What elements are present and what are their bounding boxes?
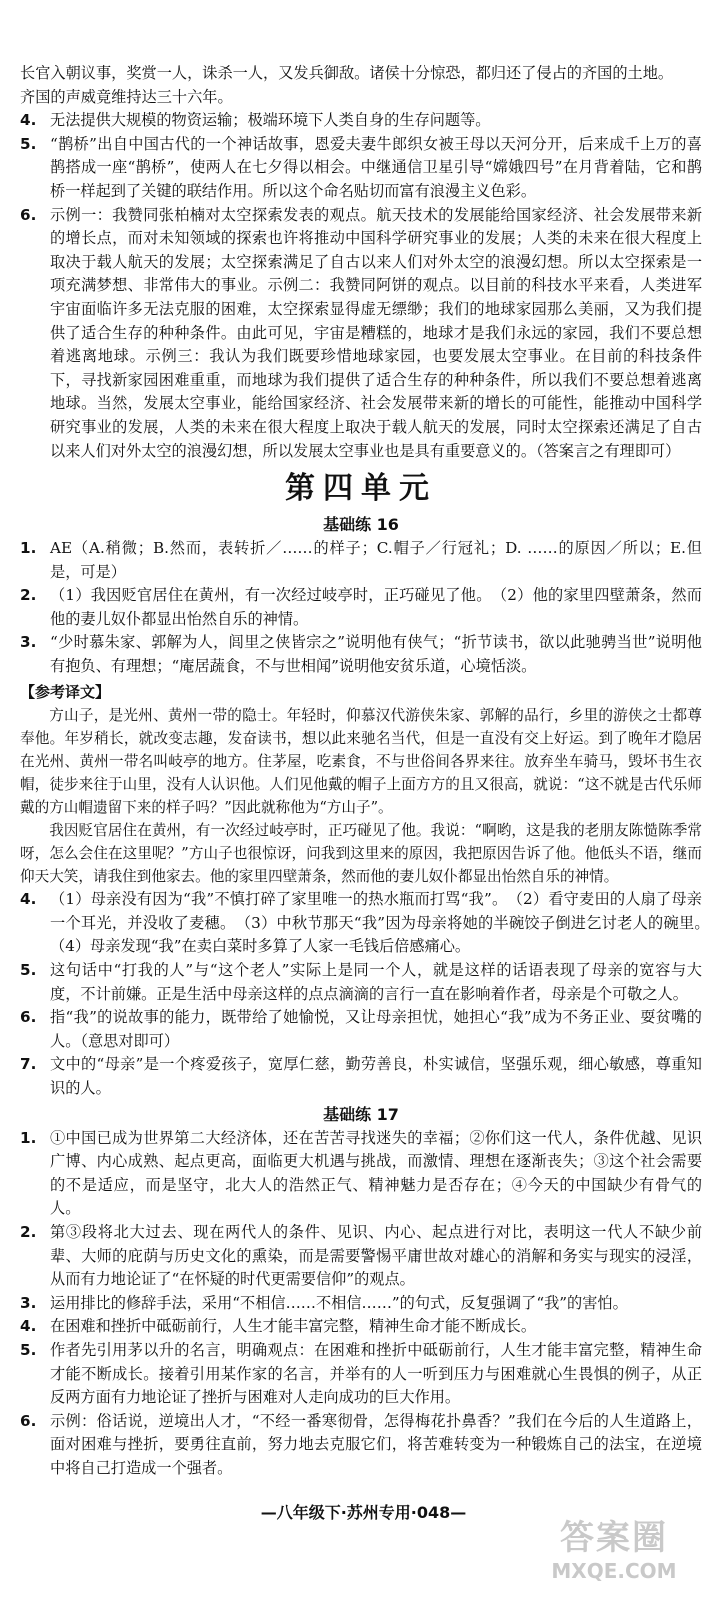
item-number: 7.: [20, 1055, 37, 1074]
reference-translation-label: 【参考译文】: [20, 682, 111, 701]
unit-title: 第四单元: [285, 471, 437, 507]
answer-item: [20, 204, 702, 464]
item-text: （1）母亲没有因为“我”不慎打碎了家里唯一的热水瓶而打骂“我”。 （2）看守麦田的人扇了母亲一个耳光，并没收了麦穗。 （3）中秋节那天“我”因为母亲将她的半碗饺子倒进乞讨老人的碗里。 （4）母亲发现“我”在卖白菜时多算了人家一毛钱后倍感痛心。: [50, 890, 718, 956]
item-text: 第③段将北大过去、现在两代人的条件、见识、内心、起点进行对比，表明这一代人不缺少前辈、大师的庇荫与历史文化的熏染，而是需要警惕平庸世故对雄心的消解和务实与现实的浸淫，从而有力地论证了“在怀疑的时代更需要信仰”的观点。: [50, 1222, 702, 1289]
translation-paragraph: 方山子，是光州、黄州一带的隐士。年轻时，仰慕汉代游侠朱家、郭解的品行，乡里的游侠之士都尊奉他。年岁稍长，就改变志趣，发奋读书，想以此来驰名当代，但是一直没有交上好运。到了晚年才隐居在光州、黄州一带名叫岐亭的地方。住茅屋，吃素食，不与世俗间各界来往。放弃坐车骑马，毁坏书生衣帽，徒步来往于山里，没有人认识他。人们见他戴的帽子上面方方的且又很高，就说：“这不就是古代乐师戴的方山帽遗留下来的样子吗？”因此就称他为“方山子”。: [20, 707, 702, 817]
item-text: AE（A.稍微；B.然而，表转折／……的样子；C.帽子／行冠礼；D. ……的原因／所以；E.但是，可是）: [50, 539, 702, 581]
item-text: 示例一：我赞同张柏楠对太空探索发表的观点。航天技术的发展能给国家经济、社会发展带来新的增长点，而对未知领域的探索也许将推动中国科学研究事业的发展；人类的未来在很大程度上取决于载人航天的发展；太空探索满足了自古以来人们对外太空的浪漫幻想。所以太空探索是一项充满梦想、非常伟大的事业。示例二：我赞同阿饼的观点。以目前的科技水平来看，人类进军宇宙面临许多无法克服的困难，太空探索显得虚无缥缈；我们的地球家园那么美丽，又为我们提供了适合生存的种种条件。由此可见，宇宙是糟糕的，地球才是我们永远的家园，我们不要总想着逃离地球。示例三：我认为我们既要珍惜地球家园，也要发展太空事业。在目前的科技条件下，寻找新家园困难重重，而地球为我们提供了适合生存的种种条件，所以我们不要总想着逃离地球。当然，发展太空事业，能给国家经济、社会发展带来新的增长的可能性，能推动中国科学研究事业的发展，人类的未来在很大程度上取决于载人航天的发展，同时太空探索还满足了自古以来人们对外太空的浪漫幻想，所以发展太空事业也是具有重要意义的。（答案言之有理即可）: [50, 205, 702, 460]
answer-item: [20, 1053, 702, 1100]
item-number: 4.: [20, 890, 37, 909]
answer-item: [20, 631, 702, 678]
intro-line: 齐国的声威竟维持达三十六年。: [20, 87, 233, 106]
item-text: 指“我”的说故事的能力，既带给了她愉悦，又让母亲担忧，她担心“我”成为不务正业、耍贫嘴的人。（意思对即可）: [50, 1008, 702, 1050]
answer-item: [20, 109, 702, 133]
item-text: 运用排比的修辞手法，采用“不相信……不相信……”的句式，反复强调了“我”的害怕。: [50, 1293, 628, 1312]
lesson-title: 基础练 17: [323, 1104, 399, 1124]
lesson-title: 基础练 16: [323, 515, 399, 535]
item-number: 4.: [20, 111, 37, 130]
answer-item: [20, 1221, 702, 1292]
item-text: “鹊桥”出自中国古代的一个神话故事，恩爱夫妻牛郎织女被王母以天河分开，后来成千上万的喜鹊搭成一座“鹊桥”，使两人在七夕得以相会。中继通信卫星引导“嫦娥四号”在月背着陆，它和鹊桥一样起到了关键的联结作用。所以这个命名贴切而富有浪漫主义色彩。: [50, 134, 702, 200]
answer-item: [20, 1315, 702, 1339]
item-text: （1）我因贬官居住在黄州，有一次经过岐亭时，正巧碰见了他。 （2）他的家里四壁萧条，然而他的妻儿奴仆都显出怡然自乐的神情。: [50, 586, 702, 628]
answer-item: [20, 584, 702, 631]
item-text: ①中国已成为世界第二大经济体，还在苦苦寻找迷失的幸福；②你们这一代人，条件优越、见识广博、内心成熟、起点更高，面临更大机遇与挑战，而激情、理想在逐渐丧失；③这个社会需要的不是适应，而是坚守，北大人的浩然正气、精神魅力是否存在；④今天的中国缺少有骨气的人。: [50, 1128, 702, 1218]
answer-item: [20, 1292, 702, 1316]
item-number: 5.: [20, 134, 37, 153]
intro-line: 长官入朝议事，奖赏一人，诛杀一人，又发兵御敌。诸侯十分惊恐，都归还了侵占的齐国的土地。: [20, 64, 674, 82]
watermark-url: MXQE.COM: [551, 1559, 677, 1583]
item-text: “少时慕朱家、郭解为人，闾里之侠皆宗之”说明他有侠气；“折节读书，欲以此驰骋当世”说明他有抱负、有理想；“庵居蔬食，不与世相闻”说明他安贫乐道，心境恬淡。: [50, 633, 702, 676]
item-number: 1.: [20, 1128, 37, 1147]
page-footer: —八年级下·苏州专用·048—: [260, 1503, 467, 1522]
item-number: 6.: [20, 1411, 37, 1430]
item-number: 6.: [20, 1008, 37, 1027]
translation-paragraph: 我因贬官居住在黄州，有一次经过岐亭时，正巧碰见了他。我说：“啊哟，这是我的老朋友陈慥陈季常呀，怎么会住在这里呢？”方山子也很惊讶，问我到这里来的原因，我把原因告诉了他。他低头不语，继而仰天大笑，请我住到他家去。他的家里四壁萧条，然而他的妻儿奴仆都显出怡然自乐的神情。: [20, 822, 702, 886]
item-number: 4.: [20, 1317, 37, 1336]
item-text: 在困难和挫折中砥砺前行，人生才能丰富完整，精神生命才能不断成长。: [50, 1317, 536, 1336]
answer-item: [20, 133, 702, 204]
answer-item: [20, 1410, 702, 1481]
answer-item: [20, 959, 702, 1006]
item-number: 2.: [20, 586, 37, 605]
item-number: 1.: [20, 539, 37, 558]
item-text: 无法提供大规模的物资运输；极端环境下人类自身的生存问题等。: [50, 111, 491, 130]
item-number: 2.: [20, 1222, 37, 1241]
watermark-logo: 答案圈: [560, 1518, 668, 1558]
item-text: 示例：俗话说，逆境出人才，“不经一番寒彻骨，怎得梅花扑鼻香？”我们在今后的人生道路上，面对困难与挫折，要勇往直前，努力地去克服它们，将苦难转变为一种锻炼自己的法宝，在逆境中将自己打造成一个强者。: [50, 1411, 702, 1477]
answer-item: [20, 888, 718, 959]
item-number: 3.: [20, 1293, 37, 1312]
item-text: 文中的“母亲”是一个疼爱孩子，宽厚仁慈，勤劳善良，朴实诚信，坚强乐观，细心敏感，尊重知识的人。: [50, 1055, 702, 1097]
item-number: 5.: [20, 1340, 37, 1359]
item-number: 5.: [20, 961, 37, 980]
answer-item: [20, 1339, 702, 1410]
answer-item: [20, 1127, 702, 1221]
item-number: 3.: [20, 633, 37, 652]
answer-item: [20, 537, 702, 584]
answer-item: [20, 1006, 702, 1053]
item-text: 作者先引用茅以升的名言，明确观点：在困难和挫折中砥砺前行，人生才能丰富完整，精神生命才能不断成长。接着引用某作家的名言，并举有的人一听到压力与困难就心生畏惧的例子，从正反两方面有力地论证了挫折与困难对人走向成功的巨大作用。: [50, 1340, 702, 1407]
item-number: 6.: [20, 205, 37, 224]
watermark: [527, 1518, 701, 1590]
item-text: 这句话中“打我的人”与“这个老人”实际上是同一个人，就是这样的话语表现了母亲的宽容与大度，不计前嫌。正是生活中母亲这样的点点滴滴的言行一直在影响着作者，母亲是个可敬之人。: [50, 961, 702, 1003]
content-column: [20, 62, 718, 1481]
